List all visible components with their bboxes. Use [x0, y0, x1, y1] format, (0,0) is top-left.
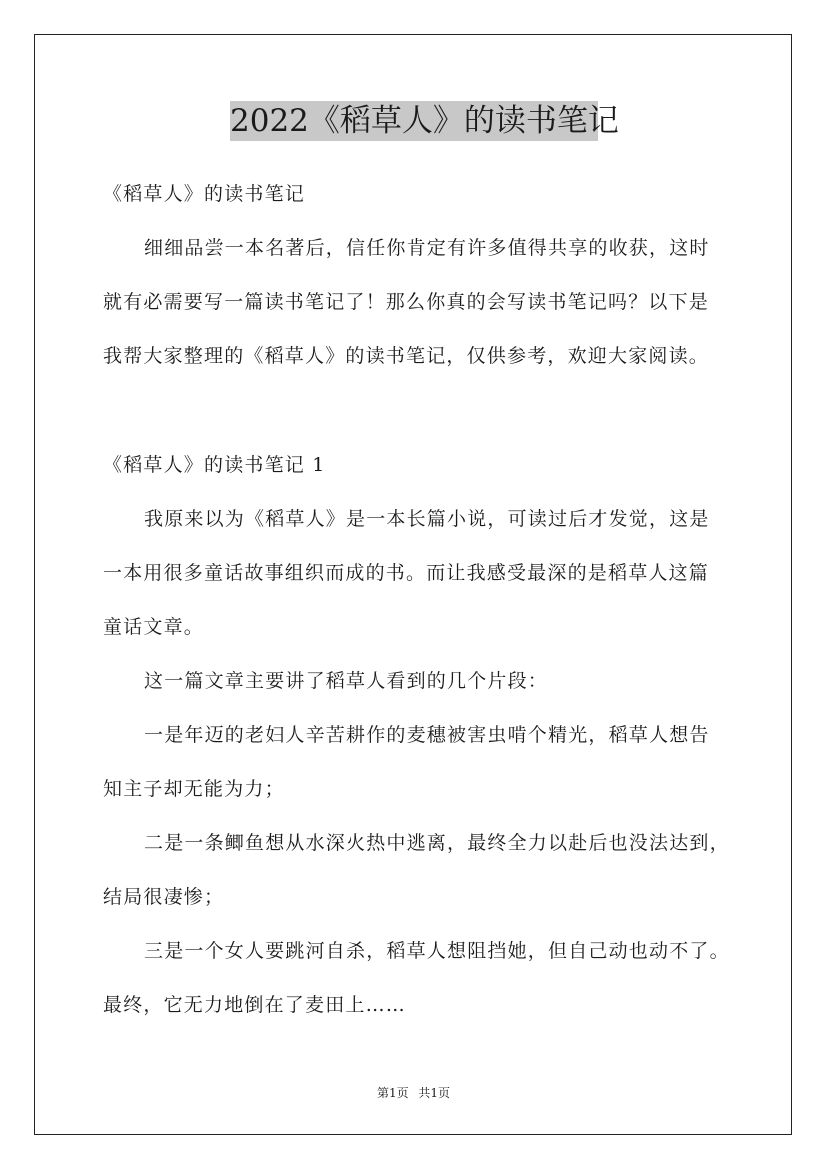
- body-paragraph-line: 我原来以为《稻草人》是一本长篇小说，可读过后才发觉，这是: [144, 508, 710, 530]
- body-paragraph-line: 知主子却无能为力；: [103, 778, 285, 800]
- document-subtitle: 《稻草人》的读书笔记: [103, 183, 306, 205]
- intro-paragraph-line: 细细品尝一本名著后，信任你肯定有许多值得共享的收获，这时: [144, 237, 710, 259]
- body-paragraph-line: 最终，它无力地倒在了麦田上……: [103, 994, 407, 1016]
- body-paragraph-line: 二是一条鲫鱼想从水深火热中逃离，最终全力以赴后也没法达到，: [144, 832, 730, 854]
- body-paragraph-line: 童话文章。: [103, 616, 205, 638]
- body-paragraph-line: 三是一个女人要跳河自杀，稻草人想阻挡她，但自己动也动不了。: [144, 940, 730, 962]
- section-heading: 《稻草人》的读书笔记 1: [103, 454, 326, 476]
- body-paragraph-line: 一本用很多童话故事组织而成的书。而让我感受最深的是稻草人这篇: [103, 562, 710, 584]
- page-total: 共1页: [418, 1086, 451, 1100]
- body-paragraph-line: 这一篇文章主要讲了稻草人看到的几个片段：: [144, 670, 549, 692]
- intro-paragraph-line: 就有必需要写一篇读书笔记了！那么你真的会写读书笔记吗？以下是: [103, 291, 710, 313]
- intro-paragraph-line: 我帮大家整理的《稻草人》的读书笔记，仅供参考，欢迎大家阅读。: [103, 345, 710, 367]
- page-footer: [0, 1084, 827, 1101]
- page-number: 第1页: [376, 1086, 409, 1100]
- body-paragraph-line: 结局很凄惨；: [103, 886, 225, 908]
- document-title: 2022《稻草人》的读书笔记: [230, 103, 619, 139]
- body-paragraph-line: 一是年迈的老妇人辛苦耕作的麦穗被害虫啃个精光，稻草人想告: [144, 724, 710, 746]
